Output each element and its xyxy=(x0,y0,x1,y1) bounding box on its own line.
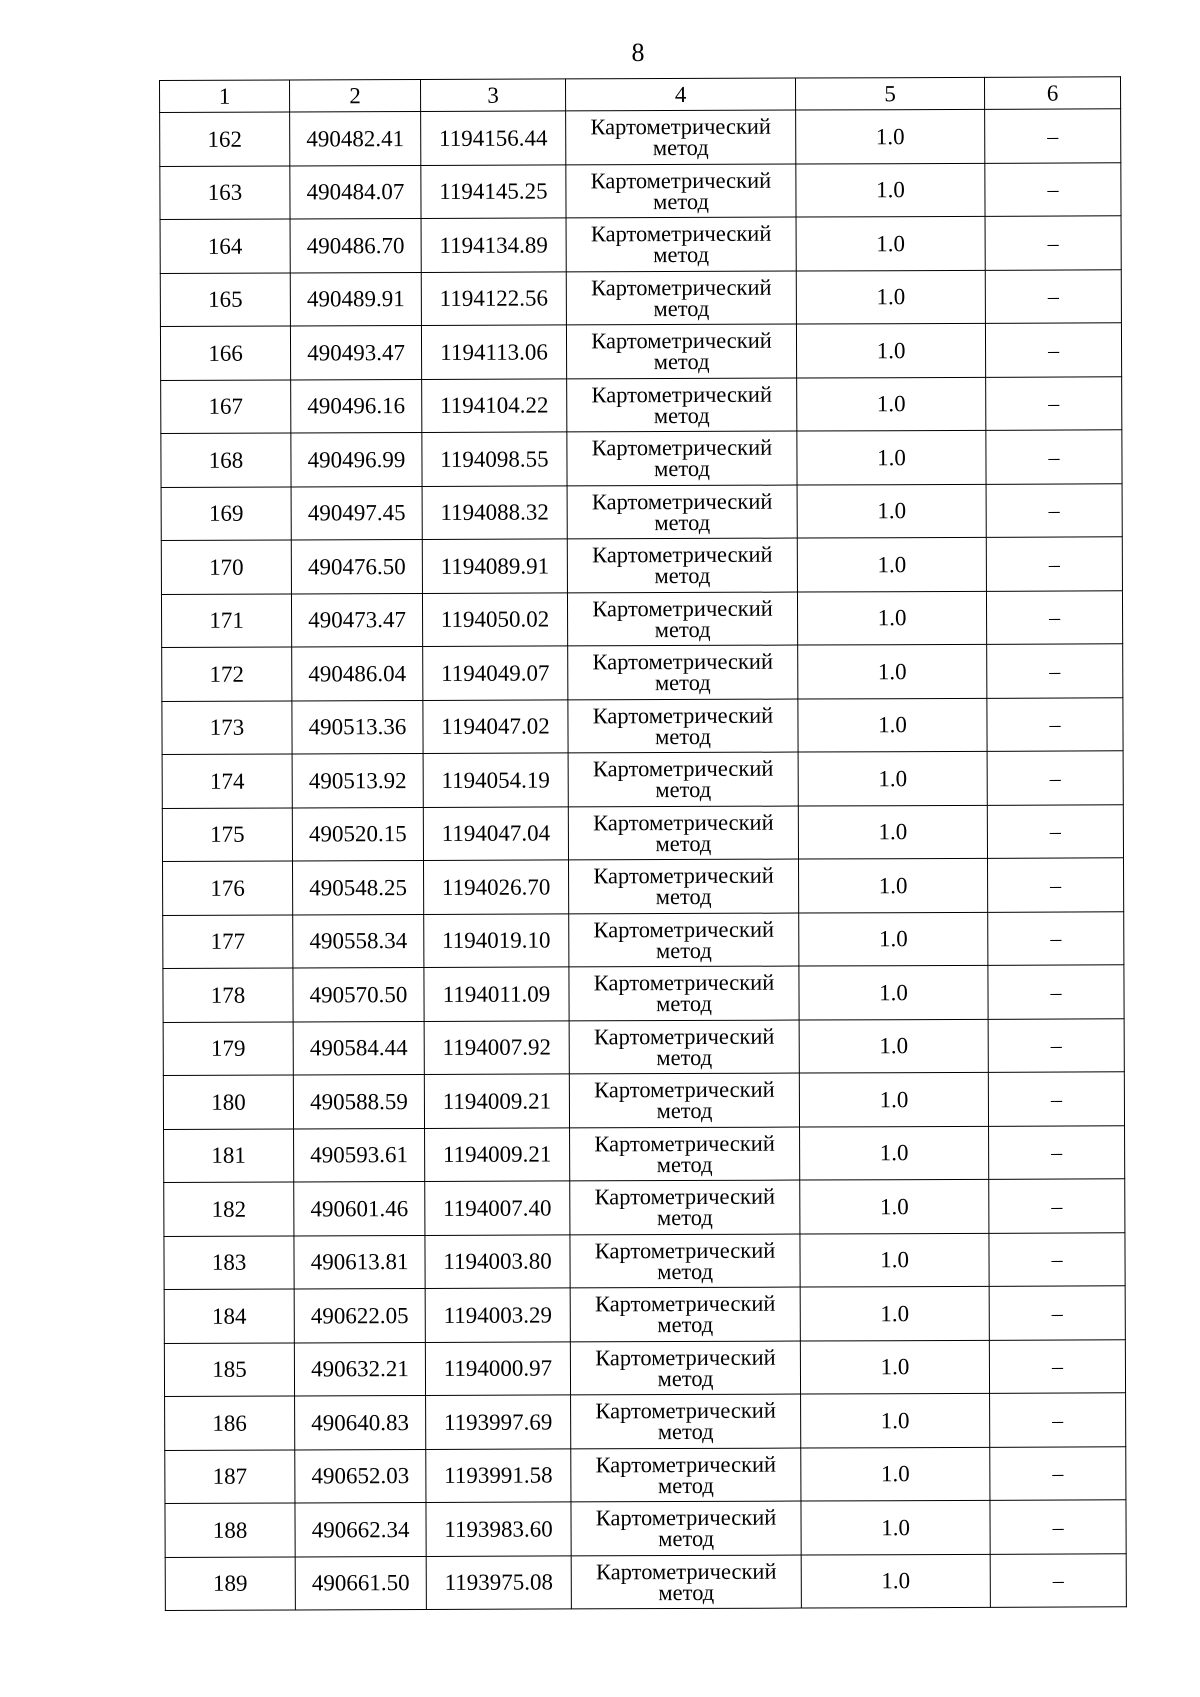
method-cell xyxy=(566,110,796,164)
description-cell: – xyxy=(988,1018,1124,1072)
x-coordinate-cell: 490486.04 xyxy=(292,646,423,700)
method-line-1: Картометрический xyxy=(592,648,774,675)
method-line-2: метод xyxy=(652,135,709,161)
x-coordinate-cell: 490497.45 xyxy=(291,486,422,540)
accuracy-cell: 1.0 xyxy=(801,1393,990,1447)
method-line-2: метод xyxy=(658,1579,715,1605)
method-line-1: Картометрический xyxy=(595,1451,777,1478)
accuracy-cell: 1.0 xyxy=(800,1286,989,1340)
method-line-2: метод xyxy=(655,723,711,749)
accuracy-cell: 1.0 xyxy=(798,698,987,752)
method-line-1: Картометрический xyxy=(594,1076,775,1103)
method-line-2: метод xyxy=(653,295,710,321)
y-coordinate-cell: 1194047.02 xyxy=(423,699,568,753)
point-number-cell: 184 xyxy=(164,1289,294,1343)
method-line-1: Картометрический xyxy=(591,274,772,301)
x-coordinate-cell: 490476.50 xyxy=(291,539,422,593)
accuracy-cell: 1.0 xyxy=(800,1233,989,1287)
y-coordinate-cell: 1194003.80 xyxy=(425,1234,570,1288)
y-coordinate-cell: 1194054.19 xyxy=(423,753,568,807)
description-cell: – xyxy=(986,376,1122,430)
accuracy-cell: 1.0 xyxy=(801,1500,990,1554)
point-number-cell: 176 xyxy=(163,861,293,915)
header-col-2: 2 xyxy=(290,79,421,112)
y-coordinate-cell: 1193991.58 xyxy=(426,1448,571,1502)
x-coordinate-cell: 490613.81 xyxy=(294,1235,425,1289)
table-row xyxy=(164,1179,1125,1236)
description-cell: – xyxy=(986,483,1122,537)
description-cell: – xyxy=(988,1072,1124,1126)
method-line-1: Картометрический xyxy=(593,862,774,889)
description-cell: – xyxy=(989,1286,1125,1340)
accuracy-cell: 1.0 xyxy=(797,537,986,591)
y-coordinate-cell: 1194000.97 xyxy=(425,1341,570,1395)
method-line-1: Картометрический xyxy=(595,1344,776,1371)
y-coordinate-cell: 1194089.91 xyxy=(422,539,567,593)
y-coordinate-cell: 1194145.25 xyxy=(421,164,566,218)
point-number-cell: 169 xyxy=(161,486,291,540)
header-col-3: 3 xyxy=(421,79,566,112)
x-coordinate-cell: 490652.03 xyxy=(295,1449,426,1503)
method-line-1: Картометрический xyxy=(595,1397,776,1424)
accuracy-cell: 1.0 xyxy=(798,751,987,805)
description-cell: – xyxy=(990,1446,1126,1500)
description-cell: – xyxy=(990,1553,1126,1607)
x-coordinate-cell: 490493.47 xyxy=(290,325,421,379)
description-cell: – xyxy=(988,911,1124,965)
x-coordinate-cell: 490489.91 xyxy=(290,272,421,326)
x-coordinate-cell: 490661.50 xyxy=(295,1556,426,1610)
description-cell: – xyxy=(990,1500,1126,1554)
table-row xyxy=(164,1339,1125,1396)
description-cell: – xyxy=(985,162,1121,216)
method-line-1: Картометрический xyxy=(592,541,773,568)
method-line-2: метод xyxy=(657,1419,714,1445)
point-number-cell: 162 xyxy=(160,112,290,166)
method-cell xyxy=(568,699,798,753)
accuracy-cell: 1.0 xyxy=(796,216,985,270)
method-cell xyxy=(566,217,796,271)
table-row xyxy=(164,1286,1125,1343)
table-row xyxy=(165,1393,1126,1450)
table-row xyxy=(163,911,1124,968)
table-row xyxy=(163,965,1124,1022)
accuracy-cell: 1.0 xyxy=(798,805,987,859)
method-line-2: метод xyxy=(657,1472,714,1498)
y-coordinate-cell: 1194049.07 xyxy=(423,646,568,700)
table-row xyxy=(160,216,1121,273)
y-coordinate-cell: 1194050.02 xyxy=(422,592,567,646)
description-cell: – xyxy=(985,109,1121,163)
accuracy-cell: 1.0 xyxy=(800,1340,989,1394)
accuracy-cell: 1.0 xyxy=(799,1019,988,1073)
point-number-cell: 172 xyxy=(162,647,292,701)
x-coordinate-cell: 490570.50 xyxy=(293,967,424,1021)
point-number-cell: 163 xyxy=(160,165,290,219)
header-col-4: 4 xyxy=(565,78,795,111)
y-coordinate-cell: 1194098.55 xyxy=(422,432,567,486)
description-cell: – xyxy=(989,1339,1125,1393)
x-coordinate-cell: 490486.70 xyxy=(290,218,421,272)
table-row xyxy=(161,430,1122,487)
method-line-1: Картометрический xyxy=(594,1130,775,1157)
method-cell xyxy=(568,645,798,699)
accuracy-cell: 1.0 xyxy=(796,109,985,163)
method-line-1: Картометрический xyxy=(593,809,774,836)
description-cell: – xyxy=(987,751,1123,805)
method-cell xyxy=(567,378,797,432)
accuracy-cell: 1.0 xyxy=(796,323,985,377)
method-line-2: метод xyxy=(656,1044,713,1070)
method-line-2: метод xyxy=(658,1526,715,1552)
method-cell xyxy=(570,1180,800,1234)
point-number-cell: 177 xyxy=(163,914,293,968)
y-coordinate-cell: 1194088.32 xyxy=(422,485,567,539)
method-cell xyxy=(570,1234,800,1288)
method-cell xyxy=(570,1341,800,1395)
point-number-cell: 175 xyxy=(162,807,292,861)
method-line-2: метод xyxy=(655,937,712,963)
point-number-cell: 183 xyxy=(164,1235,294,1289)
point-number-cell: 180 xyxy=(163,1075,293,1129)
method-line-2: метод xyxy=(656,1151,713,1177)
x-coordinate-cell: 490588.59 xyxy=(293,1074,424,1128)
accuracy-cell: 1.0 xyxy=(797,484,986,538)
method-cell xyxy=(570,1287,800,1341)
method-line-2: метод xyxy=(657,1365,714,1391)
description-cell: – xyxy=(990,1393,1126,1447)
table-row xyxy=(163,858,1124,915)
table-row xyxy=(165,1500,1126,1557)
accuracy-cell: 1.0 xyxy=(797,430,986,484)
x-coordinate-cell: 490482.41 xyxy=(290,111,421,165)
description-cell: – xyxy=(987,804,1123,858)
point-number-cell: 182 xyxy=(164,1182,294,1236)
method-line-1: Картометрический xyxy=(590,220,772,247)
method-cell xyxy=(567,538,797,592)
x-coordinate-cell: 490622.05 xyxy=(294,1288,425,1342)
method-line-2: метод xyxy=(654,509,711,535)
x-coordinate-cell: 490584.44 xyxy=(293,1021,424,1075)
method-cell xyxy=(569,1073,799,1127)
accuracy-cell: 1.0 xyxy=(797,591,986,645)
point-number-cell: 188 xyxy=(165,1503,295,1557)
y-coordinate-cell: 1194134.89 xyxy=(421,218,566,272)
method-line-2: метод xyxy=(653,349,710,375)
table-row xyxy=(160,323,1121,380)
point-number-cell: 174 xyxy=(162,754,292,808)
method-line-2: метод xyxy=(653,188,709,214)
accuracy-cell: 1.0 xyxy=(796,270,985,324)
method-cell xyxy=(566,324,796,378)
table-row xyxy=(161,537,1122,594)
accuracy-cell: 1.0 xyxy=(799,912,988,966)
y-coordinate-cell: 1194011.09 xyxy=(424,967,569,1021)
header-col-1: 1 xyxy=(160,80,290,112)
description-cell: – xyxy=(987,644,1123,698)
table-row xyxy=(164,1125,1125,1182)
y-coordinate-cell: 1194019.10 xyxy=(424,913,569,967)
x-coordinate-cell: 490513.92 xyxy=(292,753,423,807)
point-number-cell: 170 xyxy=(161,540,291,594)
table-row xyxy=(162,644,1123,701)
method-line-1: Картометрический xyxy=(590,113,771,140)
accuracy-cell: 1.0 xyxy=(797,377,986,431)
method-line-2: метод xyxy=(655,830,712,856)
description-cell: – xyxy=(989,1125,1125,1179)
point-number-cell: 189 xyxy=(165,1556,295,1610)
method-line-1: Картометрический xyxy=(593,1023,775,1050)
method-cell xyxy=(571,1394,801,1448)
x-coordinate-cell: 490484.07 xyxy=(290,165,421,219)
accuracy-cell: 1.0 xyxy=(800,1126,989,1180)
y-coordinate-cell: 1193975.08 xyxy=(426,1555,571,1609)
x-coordinate-cell: 490520.15 xyxy=(292,807,423,861)
y-coordinate-cell: 1194104.22 xyxy=(422,378,567,432)
point-number-cell: 171 xyxy=(161,593,291,647)
method-line-2: метод xyxy=(654,670,711,696)
table-row xyxy=(160,109,1121,166)
y-coordinate-cell: 1193997.69 xyxy=(426,1395,571,1449)
method-cell xyxy=(569,1020,799,1074)
y-coordinate-cell: 1194003.29 xyxy=(425,1288,570,1342)
table-row xyxy=(163,1018,1124,1075)
method-line-2: метод xyxy=(656,991,713,1017)
point-number-cell: 186 xyxy=(165,1396,295,1450)
method-cell xyxy=(571,1501,801,1555)
method-line-2: метод xyxy=(657,1312,714,1338)
method-line-1: Картометрический xyxy=(593,916,775,943)
y-coordinate-cell: 1194026.70 xyxy=(423,860,568,914)
point-number-cell: 166 xyxy=(160,326,290,380)
point-number-cell: 173 xyxy=(162,700,292,754)
description-cell: – xyxy=(987,697,1123,751)
table-body xyxy=(160,109,1127,1611)
method-cell xyxy=(571,1555,801,1609)
method-line-1: Картометрический xyxy=(591,488,773,515)
x-coordinate-cell: 490548.25 xyxy=(292,860,423,914)
x-coordinate-cell: 490496.99 xyxy=(291,432,422,486)
header-row xyxy=(160,77,1121,113)
method-cell xyxy=(570,1127,800,1181)
accuracy-cell: 1.0 xyxy=(801,1554,990,1608)
method-line-1: Картометрический xyxy=(594,1290,776,1317)
method-line-1: Картометрический xyxy=(594,1183,776,1210)
y-coordinate-cell: 1194007.40 xyxy=(425,1181,570,1235)
method-line-1: Картометрический xyxy=(593,969,775,996)
description-cell: – xyxy=(989,1179,1125,1233)
method-cell xyxy=(571,1448,801,1502)
description-cell: – xyxy=(989,1232,1125,1286)
y-coordinate-cell: 1194156.44 xyxy=(421,111,566,165)
method-cell xyxy=(567,485,797,539)
description-cell: – xyxy=(986,430,1122,484)
point-number-cell: 167 xyxy=(161,379,291,433)
table-row xyxy=(161,376,1122,433)
y-coordinate-cell: 1193983.60 xyxy=(426,1502,571,1556)
accuracy-cell: 1.0 xyxy=(800,1179,989,1233)
description-cell: – xyxy=(985,216,1121,270)
method-line-2: метод xyxy=(653,242,710,268)
method-cell xyxy=(567,431,797,485)
method-line-1: Картометрический xyxy=(592,702,774,729)
description-cell: – xyxy=(985,323,1121,377)
method-cell xyxy=(566,164,796,218)
method-line-2: метод xyxy=(655,884,712,910)
point-number-cell: 181 xyxy=(164,1128,294,1182)
point-number-cell: 185 xyxy=(164,1342,294,1396)
method-cell xyxy=(567,592,797,646)
table-row xyxy=(165,1553,1126,1610)
accuracy-cell: 1.0 xyxy=(799,965,988,1019)
table-row xyxy=(162,697,1123,754)
method-line-1: Картометрический xyxy=(595,1504,777,1531)
x-coordinate-cell: 490558.34 xyxy=(293,914,424,968)
x-coordinate-cell: 490662.34 xyxy=(295,1502,426,1556)
header-col-6: 6 xyxy=(984,77,1120,110)
point-number-cell: 179 xyxy=(163,1021,293,1075)
table-row xyxy=(161,483,1122,540)
point-number-cell: 164 xyxy=(160,219,290,273)
method-line-2: метод xyxy=(655,777,712,803)
y-coordinate-cell: 1194113.06 xyxy=(421,325,566,379)
y-coordinate-cell: 1194009.21 xyxy=(424,1074,569,1128)
point-number-cell: 178 xyxy=(163,968,293,1022)
method-line-2: метод xyxy=(656,1205,713,1231)
table-row xyxy=(162,751,1123,808)
method-cell xyxy=(568,859,798,913)
accuracy-cell: 1.0 xyxy=(796,163,985,217)
method-line-1: Картометрический xyxy=(591,381,773,408)
description-cell: – xyxy=(988,965,1124,1019)
table-row xyxy=(164,1232,1125,1289)
method-line-2: метод xyxy=(654,616,711,642)
x-coordinate-cell: 490640.83 xyxy=(295,1395,426,1449)
method-cell xyxy=(569,966,799,1020)
accuracy-cell: 1.0 xyxy=(801,1447,990,1501)
coordinates-table xyxy=(159,76,1127,1611)
table-row xyxy=(163,1072,1124,1129)
accuracy-cell: 1.0 xyxy=(798,644,987,698)
method-line-2: метод xyxy=(657,1258,714,1284)
method-line-1: Картометрический xyxy=(595,1558,777,1585)
header-col-5: 5 xyxy=(795,77,984,110)
y-coordinate-cell: 1194047.04 xyxy=(423,806,568,860)
point-number-cell: 165 xyxy=(160,272,290,326)
method-line-1: Картометрический xyxy=(591,327,772,354)
x-coordinate-cell: 490601.46 xyxy=(294,1181,425,1235)
method-cell xyxy=(566,271,796,325)
method-line-2: метод xyxy=(654,563,711,589)
method-line-1: Картометрический xyxy=(592,755,774,782)
x-coordinate-cell: 490473.47 xyxy=(291,593,422,647)
point-number-cell: 168 xyxy=(161,433,291,487)
table-row xyxy=(165,1446,1126,1503)
table-row xyxy=(160,269,1121,326)
x-coordinate-cell: 490513.36 xyxy=(292,700,423,754)
method-line-2: метод xyxy=(656,1098,713,1124)
method-cell xyxy=(569,913,799,967)
x-coordinate-cell: 490632.21 xyxy=(294,1342,425,1396)
page-number: 8 xyxy=(631,38,645,67)
table-row xyxy=(160,162,1121,219)
point-number-cell: 187 xyxy=(165,1449,295,1503)
table-row xyxy=(161,590,1122,647)
x-coordinate-cell: 490593.61 xyxy=(294,1128,425,1182)
description-cell: – xyxy=(986,537,1122,591)
method-line-1: Картометрический xyxy=(592,595,773,622)
method-line-2: метод xyxy=(654,456,710,482)
table-header xyxy=(160,77,1121,113)
method-line-1: Картометрический xyxy=(591,434,773,461)
accuracy-cell: 1.0 xyxy=(799,1072,988,1126)
y-coordinate-cell: 1194007.92 xyxy=(424,1020,569,1074)
table-row xyxy=(162,804,1123,861)
method-line-1: Картометрический xyxy=(590,167,772,194)
description-cell: – xyxy=(985,269,1121,323)
method-cell xyxy=(568,806,798,860)
y-coordinate-cell: 1194122.56 xyxy=(421,271,566,325)
description-cell: – xyxy=(986,590,1122,644)
description-cell: – xyxy=(987,858,1123,912)
x-coordinate-cell: 490496.16 xyxy=(291,379,422,433)
accuracy-cell: 1.0 xyxy=(798,858,987,912)
method-cell xyxy=(568,752,798,806)
method-line-1: Картометрический xyxy=(594,1237,776,1264)
method-line-2: метод xyxy=(653,402,710,428)
y-coordinate-cell: 1194009.21 xyxy=(425,1127,570,1181)
